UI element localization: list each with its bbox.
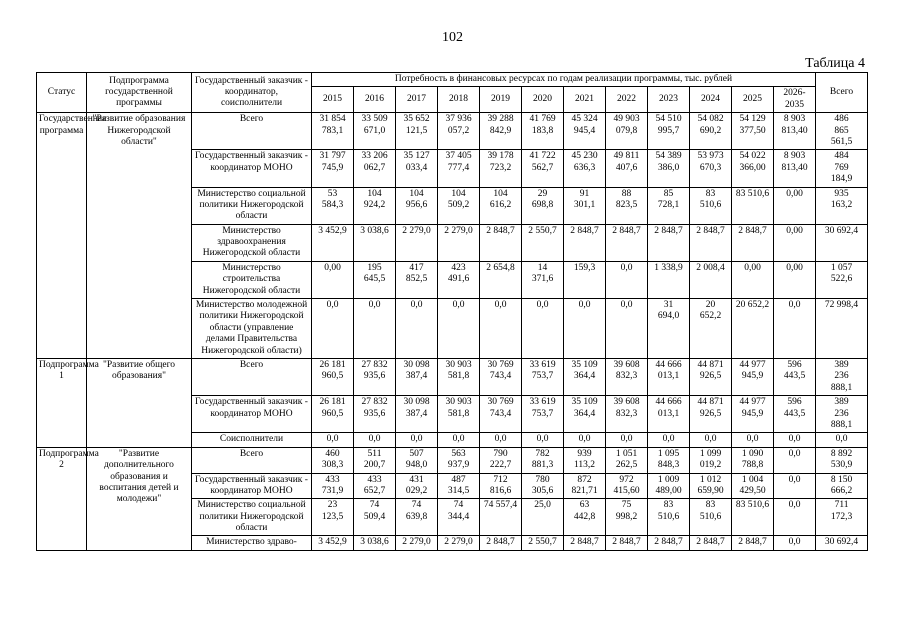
- total-cell: 8 150 666,2: [816, 473, 868, 499]
- value-cell: 0,00: [774, 224, 816, 261]
- value-cell: 85 728,1: [648, 187, 690, 224]
- page-number: 102: [442, 30, 463, 45]
- total-cell: 1 057 522,6: [816, 261, 868, 298]
- value-cell: 3 038,6: [354, 224, 396, 261]
- value-cell: 41 769 183,8: [522, 113, 564, 150]
- value-cell: 0,0: [354, 299, 396, 359]
- value-cell: 8 903 813,40: [774, 113, 816, 150]
- header-need: Потребность в финансовых ресурсах по годам реализации программы, тыс. рублей: [312, 73, 816, 87]
- value-cell: 83 510,6: [648, 499, 690, 536]
- total-cell: 935 163,2: [816, 187, 868, 224]
- value-cell: 790 222,7: [480, 447, 522, 473]
- table-row: [37, 113, 868, 150]
- subprogram-cell: "Развитие дополнительного образования и воспитания детей и молодежи": [87, 447, 192, 550]
- status-cell: Государственная программа: [37, 113, 87, 359]
- value-cell: 53 973 670,3: [690, 150, 732, 187]
- value-cell: 2 848,7: [732, 536, 774, 550]
- total-cell: 72 998,4: [816, 299, 868, 359]
- value-cell: 83 510,6: [690, 499, 732, 536]
- value-cell: 423 491,6: [438, 261, 480, 298]
- value-cell: 39 178 723,2: [480, 150, 522, 187]
- value-cell: 3 452,9: [312, 224, 354, 261]
- header-year: 2017: [396, 87, 438, 113]
- executor-cell: Министерство здравоохранения Нижегородской области: [192, 224, 312, 261]
- value-cell: 44 977 945,9: [732, 358, 774, 395]
- executor-cell: Министерство социальной политики Нижегородской области: [192, 187, 312, 224]
- value-cell: 30 769 743,4: [480, 396, 522, 433]
- header-year: 2022: [606, 87, 648, 113]
- value-cell: 33 619 753,7: [522, 396, 564, 433]
- executor-cell: Государственный заказчик - координатор МОНО: [192, 473, 312, 499]
- value-cell: 2 848,7: [564, 536, 606, 550]
- executor-cell: Всего: [192, 358, 312, 395]
- value-cell: 30 098 387,4: [396, 358, 438, 395]
- value-cell: 159,3: [564, 261, 606, 298]
- value-cell: 780 305,6: [522, 473, 564, 499]
- header-year: 2018: [438, 87, 480, 113]
- value-cell: 30 903 581,8: [438, 396, 480, 433]
- value-cell: 1 095 848,3: [648, 447, 690, 473]
- value-cell: 104 956,6: [396, 187, 438, 224]
- header-year: 2025: [732, 87, 774, 113]
- value-cell: 74 639,8: [396, 499, 438, 536]
- value-cell: 0,0: [396, 433, 438, 447]
- total-cell: 8 892 530,9: [816, 447, 868, 473]
- value-cell: 23 123,5: [312, 499, 354, 536]
- value-cell: 2 848,7: [480, 224, 522, 261]
- total-cell: 0,0: [816, 433, 868, 447]
- value-cell: 1 099 019,2: [690, 447, 732, 473]
- value-cell: 195 645,5: [354, 261, 396, 298]
- value-cell: 0,0: [648, 433, 690, 447]
- value-cell: 74 557,4: [480, 499, 522, 536]
- table-caption: Таблица 4: [805, 56, 865, 71]
- value-cell: 0,0: [564, 433, 606, 447]
- value-cell: 35 652 121,5: [396, 113, 438, 150]
- value-cell: 0,0: [354, 433, 396, 447]
- value-cell: 20 652,2: [732, 299, 774, 359]
- total-cell: 389 236 888,1: [816, 396, 868, 433]
- value-cell: 83 510,6: [732, 499, 774, 536]
- value-cell: 2 848,7: [648, 224, 690, 261]
- value-cell: 1 338,9: [648, 261, 690, 298]
- total-cell: 30 692,4: [816, 536, 868, 550]
- value-cell: 75 998,2: [606, 499, 648, 536]
- header-year: 2016: [354, 87, 396, 113]
- value-cell: 511 200,7: [354, 447, 396, 473]
- header-subprogram: Подпрограмма государственной программы: [87, 73, 192, 113]
- value-cell: 0,0: [438, 299, 480, 359]
- header-year: 2015: [312, 87, 354, 113]
- value-cell: 104 924,2: [354, 187, 396, 224]
- value-cell: 2 279,0: [438, 224, 480, 261]
- header-year: 2024: [690, 87, 732, 113]
- value-cell: 31 694,0: [648, 299, 690, 359]
- value-cell: 83 510,6: [690, 187, 732, 224]
- value-cell: 417 852,5: [396, 261, 438, 298]
- value-cell: 2 550,7: [522, 224, 564, 261]
- value-cell: 74 344,4: [438, 499, 480, 536]
- value-cell: 2 848,7: [732, 224, 774, 261]
- value-cell: 563 937,9: [438, 447, 480, 473]
- value-cell: 596 443,5: [774, 396, 816, 433]
- finance-table: [36, 72, 868, 551]
- value-cell: 2 848,7: [690, 536, 732, 550]
- value-cell: 44 666 013,1: [648, 358, 690, 395]
- value-cell: 872 821,71: [564, 473, 606, 499]
- value-cell: 49 903 079,8: [606, 113, 648, 150]
- header-customer: Государственный заказчик - координатор, соисполнители: [192, 73, 312, 113]
- value-cell: 972 415,60: [606, 473, 648, 499]
- value-cell: 0,0: [606, 299, 648, 359]
- header-year: 2023: [648, 87, 690, 113]
- value-cell: 8 903 813,40: [774, 150, 816, 187]
- value-cell: 2 279,0: [438, 536, 480, 550]
- value-cell: 33 509 671,0: [354, 113, 396, 150]
- header-year: 2021: [564, 87, 606, 113]
- value-cell: 27 832 935,6: [354, 396, 396, 433]
- value-cell: 1 009 489,00: [648, 473, 690, 499]
- value-cell: 0,0: [312, 433, 354, 447]
- value-cell: 2 848,7: [606, 536, 648, 550]
- value-cell: 0,0: [396, 299, 438, 359]
- value-cell: 1 051 262,5: [606, 447, 648, 473]
- value-cell: 53 584,3: [312, 187, 354, 224]
- value-cell: 1 012 659,90: [690, 473, 732, 499]
- value-cell: 0,00: [774, 187, 816, 224]
- value-cell: 63 442,8: [564, 499, 606, 536]
- value-cell: 0,0: [564, 299, 606, 359]
- value-cell: 54 389 386,0: [648, 150, 690, 187]
- value-cell: 33 619 753,7: [522, 358, 564, 395]
- value-cell: 88 823,5: [606, 187, 648, 224]
- value-cell: 37 936 057,2: [438, 113, 480, 150]
- value-cell: 2 848,7: [564, 224, 606, 261]
- value-cell: 25,0: [522, 499, 564, 536]
- executor-cell: Государственный заказчик - координатор МОНО: [192, 150, 312, 187]
- value-cell: 33 206 062,7: [354, 150, 396, 187]
- executor-cell: Государственный заказчик - координатор МОНО: [192, 396, 312, 433]
- value-cell: 431 029,2: [396, 473, 438, 499]
- value-cell: 14 371,6: [522, 261, 564, 298]
- value-cell: 0,0: [606, 433, 648, 447]
- subprogram-cell: "Развитие общего образования": [87, 358, 192, 447]
- value-cell: 0,0: [606, 261, 648, 298]
- header-total: Всего: [816, 73, 868, 113]
- value-cell: 35 127 033,4: [396, 150, 438, 187]
- value-cell: 0,0: [522, 299, 564, 359]
- value-cell: 2 008,4: [690, 261, 732, 298]
- executor-cell: Министерство молодежной политики Нижегородской области (управление делами Правительства Нижегородской области): [192, 299, 312, 359]
- value-cell: 0,0: [480, 433, 522, 447]
- value-cell: 939 113,2: [564, 447, 606, 473]
- value-cell: 35 109 364,4: [564, 396, 606, 433]
- value-cell: 26 181 960,5: [312, 396, 354, 433]
- value-cell: 0,0: [480, 299, 522, 359]
- status-cell: Подпрограмма 1: [37, 358, 87, 447]
- value-cell: 31 854 783,1: [312, 113, 354, 150]
- value-cell: 2 848,7: [480, 536, 522, 550]
- value-cell: 0,0: [774, 433, 816, 447]
- value-cell: 26 181 960,5: [312, 358, 354, 395]
- value-cell: 45 324 945,4: [564, 113, 606, 150]
- value-cell: 2 848,7: [606, 224, 648, 261]
- value-cell: 54 510 995,7: [648, 113, 690, 150]
- value-cell: 54 082 690,2: [690, 113, 732, 150]
- value-cell: 27 832 935,6: [354, 358, 396, 395]
- value-cell: 37 405 777,4: [438, 150, 480, 187]
- subprogram-cell: "Развитие образования Нижегородской области": [87, 113, 192, 359]
- value-cell: 0,0: [732, 433, 774, 447]
- value-cell: 49 811 407,6: [606, 150, 648, 187]
- header-year: 2026- 2035: [774, 87, 816, 113]
- value-cell: 3 452,9: [312, 536, 354, 550]
- value-cell: 30 903 581,8: [438, 358, 480, 395]
- table-row: [37, 447, 868, 473]
- value-cell: 3 038,6: [354, 536, 396, 550]
- value-cell: 0,00: [732, 261, 774, 298]
- header-year: 2019: [480, 87, 522, 113]
- value-cell: 54 129 377,50: [732, 113, 774, 150]
- value-cell: 596 443,5: [774, 358, 816, 395]
- value-cell: 39 608 832,3: [606, 396, 648, 433]
- value-cell: 0,0: [774, 473, 816, 499]
- total-cell: 711 172,3: [816, 499, 868, 536]
- value-cell: 2 279,0: [396, 536, 438, 550]
- value-cell: 41 722 562,7: [522, 150, 564, 187]
- value-cell: 39 608 832,3: [606, 358, 648, 395]
- value-cell: 44 871 926,5: [690, 396, 732, 433]
- value-cell: 0,0: [438, 433, 480, 447]
- value-cell: 0,0: [774, 499, 816, 536]
- value-cell: 74 509,4: [354, 499, 396, 536]
- value-cell: 712 816,6: [480, 473, 522, 499]
- value-cell: 30 769 743,4: [480, 358, 522, 395]
- value-cell: 31 797 745,9: [312, 150, 354, 187]
- value-cell: 0,00: [312, 261, 354, 298]
- value-cell: 91 301,1: [564, 187, 606, 224]
- value-cell: 2 279,0: [396, 224, 438, 261]
- value-cell: 44 666 013,1: [648, 396, 690, 433]
- value-cell: 0,0: [774, 299, 816, 359]
- status-cell: Подпрограмма 2: [37, 447, 87, 550]
- value-cell: 433 652,7: [354, 473, 396, 499]
- value-cell: 104 616,2: [480, 187, 522, 224]
- value-cell: 104 509,2: [438, 187, 480, 224]
- value-cell: 44 977 945,9: [732, 396, 774, 433]
- executor-cell: Министерство строительства Нижегородской области: [192, 261, 312, 298]
- executor-cell: Всего: [192, 113, 312, 150]
- value-cell: 487 314,5: [438, 473, 480, 499]
- header-year: 2020: [522, 87, 564, 113]
- header-status: Статус: [37, 73, 87, 113]
- total-cell: 486 865 561,5: [816, 113, 868, 150]
- value-cell: 433 731,9: [312, 473, 354, 499]
- value-cell: 0,0: [312, 299, 354, 359]
- executor-cell: Всего: [192, 447, 312, 473]
- total-cell: 389 236 888,1: [816, 358, 868, 395]
- value-cell: 1 004 429,50: [732, 473, 774, 499]
- value-cell: 0,0: [774, 447, 816, 473]
- total-cell: 484 769 184,9: [816, 150, 868, 187]
- value-cell: 44 871 926,5: [690, 358, 732, 395]
- executor-cell: Министерство социальной политики Нижегородской области: [192, 499, 312, 536]
- value-cell: 54 022 366,00: [732, 150, 774, 187]
- total-cell: 30 692,4: [816, 224, 868, 261]
- value-cell: 1 090 788,8: [732, 447, 774, 473]
- value-cell: 782 881,3: [522, 447, 564, 473]
- executor-cell: Министерство здраво-: [192, 536, 312, 550]
- value-cell: 2 550,7: [522, 536, 564, 550]
- value-cell: 0,0: [522, 433, 564, 447]
- value-cell: 30 098 387,4: [396, 396, 438, 433]
- value-cell: 39 288 842,9: [480, 113, 522, 150]
- value-cell: 0,0: [774, 536, 816, 550]
- executor-cell: Соисполнители: [192, 433, 312, 447]
- value-cell: 507 948,0: [396, 447, 438, 473]
- value-cell: 29 698,8: [522, 187, 564, 224]
- value-cell: 45 230 636,3: [564, 150, 606, 187]
- value-cell: 20 652,2: [690, 299, 732, 359]
- value-cell: 0,0: [690, 433, 732, 447]
- table-body: [37, 113, 868, 551]
- value-cell: 2 654,8: [480, 261, 522, 298]
- value-cell: 2 848,7: [648, 536, 690, 550]
- value-cell: 0,00: [774, 261, 816, 298]
- value-cell: 35 109 364,4: [564, 358, 606, 395]
- value-cell: 83 510,6: [732, 187, 774, 224]
- value-cell: 2 848,7: [690, 224, 732, 261]
- table-row: [37, 358, 868, 395]
- value-cell: 460 308,3: [312, 447, 354, 473]
